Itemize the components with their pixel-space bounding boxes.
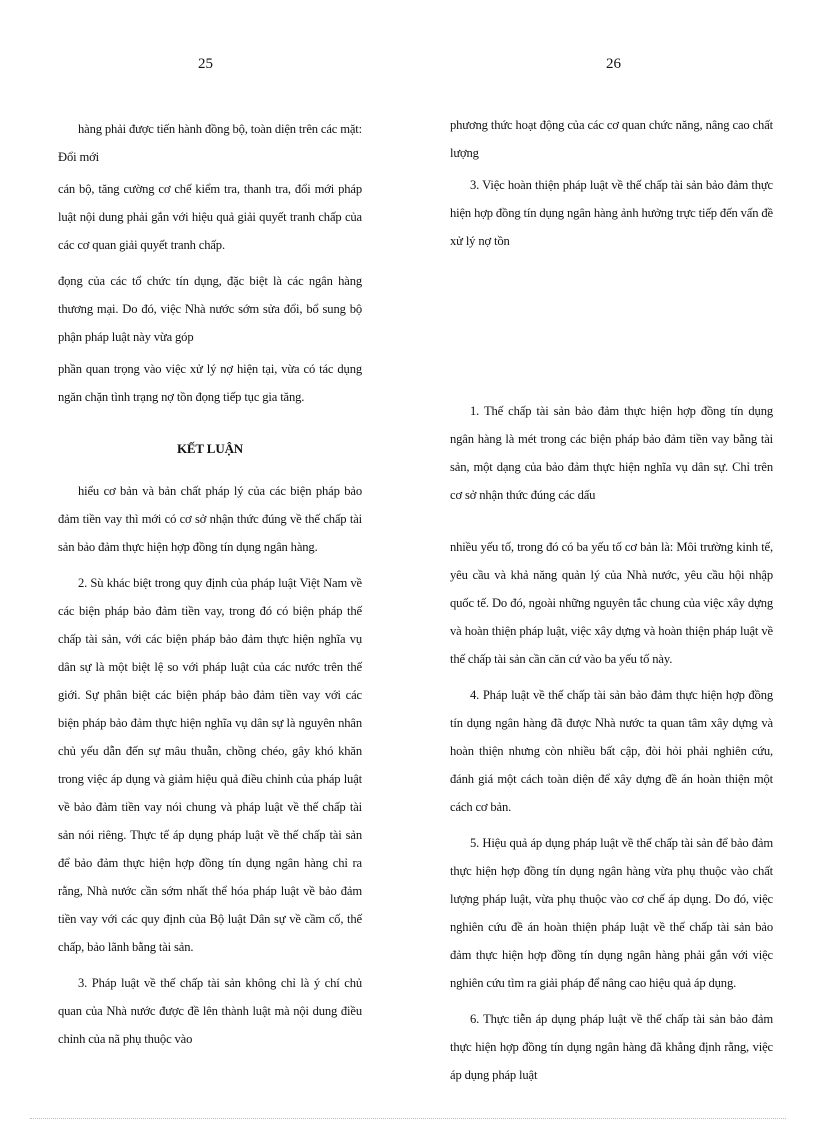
page-number-left: 25: [198, 56, 213, 72]
paragraph: 1. Thế chấp tài sản bảo đảm thực hiện hợp đồng tín dụng ngân hàng là mét trong các biện pháp bảo đảm tiền vay bằng tài sản, một dạng của bảo đảm thực hiện nghĩa vụ dân sự. Chỉ trên cơ sở nhận thức đúng các dấu: [450, 404, 773, 502]
paragraph: 6. Thực tiễn áp dụng pháp luật về thế chấp tài sản bảo đảm thực hiện hợp đồng tín dụng ngân hàng đã khẳng định rằng, việc áp dụng pháp luật: [450, 1012, 773, 1082]
paragraph: 5. Hiệu quả áp dụng pháp luật về thế chấp tài sản để bảo đảm thực hiện hợp đồng tín dụng ngân hàng vừa phụ thuộc vào chất lượng pháp luật, vừa phụ thuộc vào cơ chế áp dụng. Do đó, việc nghiên cứu đề án hoàn thiện pháp luật về thế chấp tài sản bảo đảm thực hiện hợp đồng tín dụng ngân hàng phải gắn với việc nghiên cứu tìm ra giải pháp để nâng cao hiệu quả áp dụng.: [450, 836, 773, 990]
section-heading: KẾT LUẬN: [176, 441, 244, 456]
paragraph: cán bộ, tăng cường cơ chế kiểm tra, thanh tra, đổi mới pháp luật nội dung phải gắn với hiệu quả giải quyết tranh chấp của các cơ quan giải quyết tranh chấp.: [58, 182, 362, 252]
paragraph: đọng của các tổ chức tín dụng, đặc biệt là các ngân hàng thương mại. Do đó, việc Nhà nước sớm sửa đổi, bổ sung bộ phận pháp luật này vừa góp: [58, 274, 362, 344]
page-footer-divider: [30, 1118, 786, 1119]
paragraph: hiểu cơ bản và bản chất pháp lý của các biện pháp bảo đảm tiền vay thì mới có cơ sở nhận thức đúng về thế chấp tài sản bảo đảm thực hiện hợp đồng tín dụng ngân hàng.: [58, 484, 362, 554]
paragraph: 2. Sù khác biệt trong quy định của pháp luật Việt Nam về các biện pháp bảo đảm tiền vay, trong đó có biện pháp thế chấp tài sản, với các biện pháp bảo đảm thực hiện nghĩa vụ dân sự là một biệt lệ so với pháp luật của các nước trên thế giới. Sự phân biệt các biện pháp bảo đảm tiền vay với các biện pháp bảo đảm thực hiện nghĩa vụ dân sự là nguyên nhân chủ yếu dẫn đến sự mâu thuẫn, chồng chéo, gây khó khăn trong việc áp dụng và giảm hiệu quả điều chỉnh của pháp luật về bảo đảm tiền vay nói chung và pháp luật về thế chấp tài sản nói riêng. Thực tế áp dụng pháp luật về thế chấp tài sản để bảo đảm thực hiện hợp đồng tín dụng ngân hàng chỉ ra rằng, Nhà nước cần sớm nhất thể hóa pháp luật về bảo đảm tiền vay với các quy định của Bộ luật Dân sự về cầm cố, thế chấp, bảo lãnh bằng tài sản.: [58, 576, 362, 954]
paragraph: hàng phải được tiến hành đồng bộ, toàn diện trên các mặt: Đổi mới: [58, 122, 363, 164]
paragraph: 3. Việc hoàn thiện pháp luật về thế chấp tài sản bảo đảm thực hiện hợp đồng tín dụng ngân hàng ảnh hưởng trực tiếp đến vấn đề xử lý nợ tồn: [450, 178, 773, 248]
left-page-column: [58, 115, 362, 1053]
page-number-right: 26: [606, 56, 621, 72]
paragraph: 3. Pháp luật về thế chấp tài sản không chỉ là ý chí chủ quan của Nhà nước được đề lên thành luật mà nội dung điều chỉnh của nã phụ thuộc vào: [58, 976, 362, 1046]
paragraph: nhiều yếu tố, trong đó có ba yếu tố cơ bản là: Môi trường kinh tế, yêu cầu và khả năng quản lý của Nhà nước, yêu cầu hội nhập quốc tế. Do đó, ngoài những nguyên tắc chung của việc xây dựng và hoàn thiện pháp luật, việc xây dựng và hoàn thiện pháp luật về thế chấp tài sản cần căn cứ vào ba yếu tố này.: [450, 540, 773, 666]
paragraph: phần quan trọng vào việc xử lý nợ hiện tại, vừa có tác dụng ngăn chặn tình trạng nợ tồn đọng tiếp tục gia tăng.: [58, 362, 362, 404]
right-page-column: [450, 111, 773, 1089]
paragraph: 4. Pháp luật về thế chấp tài sản bảo đảm thực hiện hợp đồng tín dụng ngân hàng đã được Nhà nước ta quan tâm xây dựng và hoàn thiện nhưng còn nhiều bất cập, đòi hỏi phải nghiên cứu, đánh giá một cách toàn diện để xây dựng đề án hoàn thiện một cách cơ bản.: [450, 688, 773, 814]
paragraph: phương thức hoạt động của các cơ quan chức năng, nâng cao chất lượng: [450, 118, 773, 160]
